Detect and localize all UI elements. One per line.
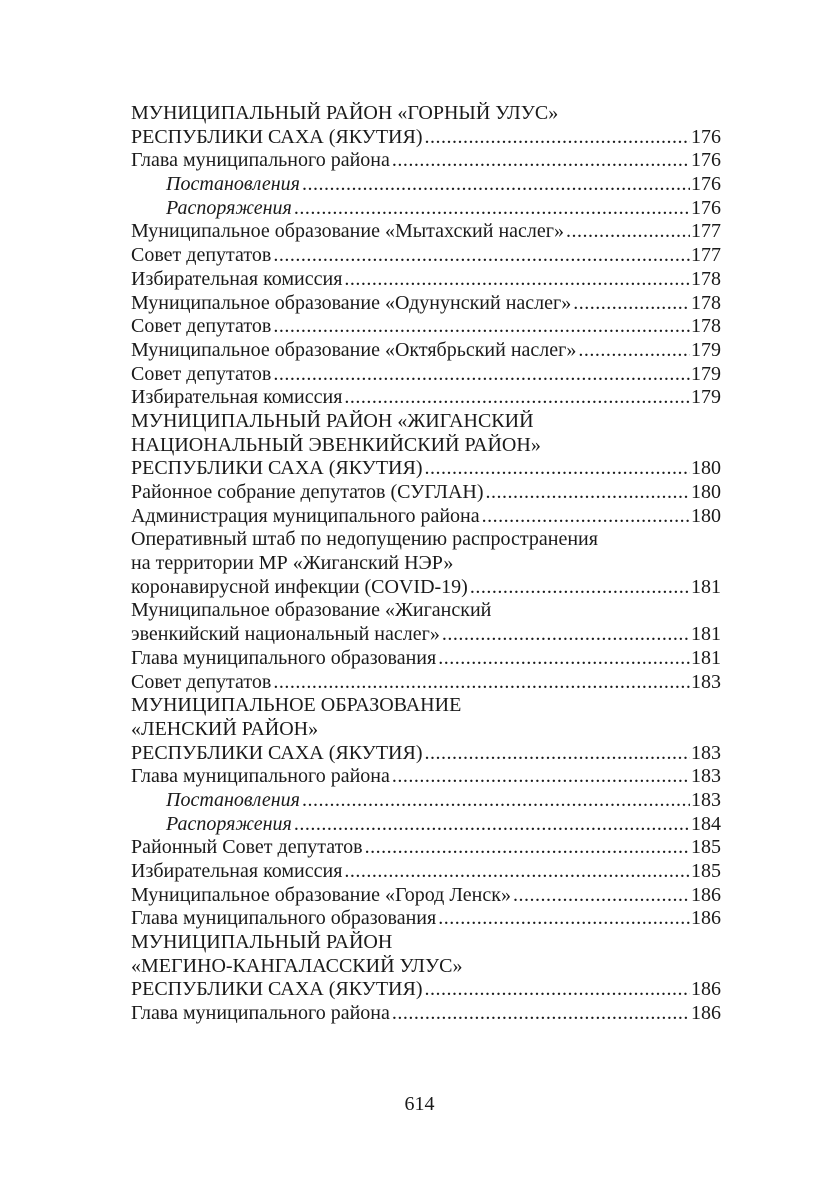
toc-entry [131,552,721,576]
toc-entry-title: Глава муниципального образования [131,907,437,930]
toc-entry-title: РЕСПУБЛИКИ САХА (ЯКУТИЯ) [131,457,423,480]
toc-entry [131,173,721,197]
toc-entry-title: Муниципальное образование «Октябрьский наслег» [131,338,577,361]
toc-entry-page: 185 [691,860,721,882]
toc-entry-title: Районное собрание депутатов (СУГЛАН) [131,481,484,503]
toc-entry-page: 181 [691,575,721,598]
toc-entry [131,765,721,789]
toc-entry-title: НАЦИОНАЛЬНЫЙ ЭВЕНКИЙСКИЙ РАЙОН» [131,433,541,456]
toc-entry-page: 183 [691,670,721,693]
toc-entry [131,671,721,695]
toc-entry [131,410,721,434]
toc-entry [131,386,721,410]
toc-entry-page [720,718,721,742]
toc-entry [131,860,721,884]
toc-entry [131,292,721,316]
dot-leader [423,742,691,766]
dot-leader [271,671,690,695]
dot-leader [342,268,690,292]
toc-entry-page [720,102,721,126]
toc-entry [131,434,721,458]
dot-leader [453,552,720,576]
toc-entry [131,789,721,813]
dot-leader [564,220,690,244]
toc-entry [131,457,721,481]
toc-entry-page [720,694,721,718]
dot-leader [342,860,690,884]
dot-leader [363,836,690,860]
toc-entry-page: 186 [691,907,721,930]
toc-entry-title: МУНИЦИПАЛЬНЫЙ РАЙОН [131,931,393,954]
toc-entry-title: МУНИЦИПАЛЬНОЕ ОБРАЗОВАНИЕ [131,694,462,717]
toc-entry-title: «МЕГИНО-КАНГАЛАССКИЙ УЛУС» [131,954,463,977]
toc-entry-page: 177 [691,220,721,243]
toc-entry-page [720,528,721,552]
dot-leader [271,363,690,387]
toc-entry [131,481,721,505]
toc-entry [131,907,721,931]
toc-entry-page: 181 [691,623,721,646]
toc-entry-title: Совет депутатов [131,362,272,385]
toc-entry-title: Совет депутатов [131,670,272,693]
toc-entry-title: Избирательная комиссия [131,860,343,882]
toc-entry [131,126,721,150]
toc-entry-title: «ЛЕНСКИЙ РАЙОН» [131,717,319,740]
toc-entry-title: Избирательная комиссия [131,386,343,409]
toc-entry-title: РЕСПУБЛИКИ САХА (ЯКУТИЯ) [131,978,423,1001]
toc-entry [131,339,721,363]
toc-entry-title: Оперативный штаб по недопущению распространения [131,528,598,551]
page-number: 614 [404,1093,435,1115]
toc-entry [131,694,721,718]
toc-entry-title: Муниципальное образование «Жиганский [131,599,492,622]
toc-entry-page: 180 [691,457,721,480]
dot-leader [598,528,720,552]
toc-entry-page [720,931,721,955]
toc-entry [131,623,721,647]
toc-entry-page: 184 [691,812,721,835]
dot-leader [271,315,690,339]
dot-leader [342,386,690,410]
toc-entry [131,149,721,173]
dot-leader [423,978,691,1002]
dot-leader [292,813,690,837]
dot-leader [463,955,721,979]
toc-entry-title: Совет депутатов [131,315,272,338]
toc-entry [131,528,721,552]
toc-entry-title: Муниципальное образование «Мытахский наслег» [131,220,564,243]
toc-entry-title: Постановления [166,173,300,196]
toc-entry-page: 176 [691,173,721,196]
toc-entry-title: Муниципальное образование «Город Ленск» [131,883,511,906]
toc-entry-title: Районный Совет депутатов [131,836,363,859]
toc-entry-page: 181 [691,646,721,669]
toc-entry-title: на территории МР «Жиганский НЭР» [131,552,454,575]
toc-entry-title: Распоряжения [166,196,292,219]
toc-entry [131,220,721,244]
toc-entry-page: 179 [691,386,721,409]
dot-leader [468,576,690,600]
toc-entry [131,599,721,623]
toc-entry [131,197,721,221]
dot-leader [534,410,720,434]
dot-leader [480,505,690,529]
toc-entry-page: 183 [691,765,721,788]
toc-entry [131,955,721,979]
toc-entry [131,268,721,292]
toc-entry-page: 176 [691,149,721,172]
dot-leader [390,149,690,173]
dot-leader [436,907,690,931]
toc-entry-title: Распоряжения [166,812,292,835]
dot-leader [491,599,720,623]
toc-entry-page: 186 [691,978,721,1001]
toc-entry-page: 183 [691,788,721,811]
dot-leader [300,789,690,813]
dot-leader [541,434,720,458]
toc-entry-title: Администрация муниципального района [131,504,480,527]
dot-leader [392,931,720,955]
dot-leader [576,339,690,363]
table-of-contents [131,102,721,1026]
dot-leader [423,126,691,150]
dot-leader [461,694,720,718]
dot-leader [440,623,690,647]
dot-leader [484,481,690,505]
toc-entry-title: Совет депутатов [131,244,272,267]
toc-entry-title: Муниципальное образование «Одунунский наслег» [131,291,572,314]
dot-leader [300,173,690,197]
toc-entry [131,244,721,268]
toc-entry [131,884,721,908]
dot-leader [511,884,690,908]
toc-entry-page: 183 [691,741,721,764]
dot-leader [558,102,720,126]
toc-entry-page [720,410,721,434]
toc-entry [131,505,721,529]
toc-entry-page: 176 [691,196,721,219]
toc-entry-page: 178 [691,267,721,290]
toc-entry-title: Глава муниципального района [131,149,390,172]
toc-entry-title: РЕСПУБЛИКИ САХА (ЯКУТИЯ) [131,125,423,148]
toc-entry-title: коронавирусной инфекции (COVID-19) [131,575,468,598]
toc-entry [131,718,721,742]
toc-entry [131,1002,721,1026]
toc-entry-title: РЕСПУБЛИКИ САХА (ЯКУТИЯ) [131,741,423,764]
toc-entry-page: 178 [691,315,721,338]
toc-entry-page: 179 [691,338,721,361]
dot-leader [390,1002,690,1026]
toc-entry-title: МУНИЦИПАЛЬНЫЙ РАЙОН «ГОРНЫЙ УЛУС» [131,102,559,124]
dot-leader [390,765,690,789]
dot-leader [436,647,690,671]
dot-leader [292,197,690,221]
toc-entry-page: 176 [691,125,721,148]
toc-entry-page [720,599,721,623]
toc-entry-page [720,434,721,458]
toc-entry-page [720,955,721,979]
toc-entry [131,931,721,955]
toc-entry-page: 179 [691,362,721,385]
toc-entry-page: 178 [691,291,721,314]
toc-entry [131,102,721,126]
toc-entry [131,836,721,860]
toc-entry-page: 180 [691,481,721,503]
toc-entry-page: 185 [691,836,721,859]
dot-leader [571,292,690,316]
toc-entry [131,647,721,671]
toc-entry-title: Постановления [166,788,300,811]
toc-entry-title: эвенкийский национальный наслег» [131,623,440,646]
toc-entry [131,576,721,600]
toc-entry-title: Глава муниципального района [131,1002,390,1025]
toc-entry-title: Глава муниципального образования [131,646,437,669]
toc-entry-page: 180 [691,504,721,527]
toc-entry [131,315,721,339]
dot-leader [318,718,720,742]
toc-entry-title: МУНИЦИПАЛЬНЫЙ РАЙОН «ЖИГАНСКИЙ [131,409,534,432]
toc-entry-title: Глава муниципального района [131,765,390,788]
toc-entry [131,813,721,837]
dot-leader [423,457,691,481]
toc-entry-title: Избирательная комиссия [131,267,343,290]
dot-leader [271,244,690,268]
toc-entry [131,742,721,766]
toc-entry-page: 186 [691,1002,721,1025]
toc-entry [131,363,721,387]
toc-entry-page [720,552,721,576]
toc-entry [131,978,721,1002]
toc-entry-page: 177 [691,244,721,267]
toc-entry-page: 186 [691,883,721,906]
